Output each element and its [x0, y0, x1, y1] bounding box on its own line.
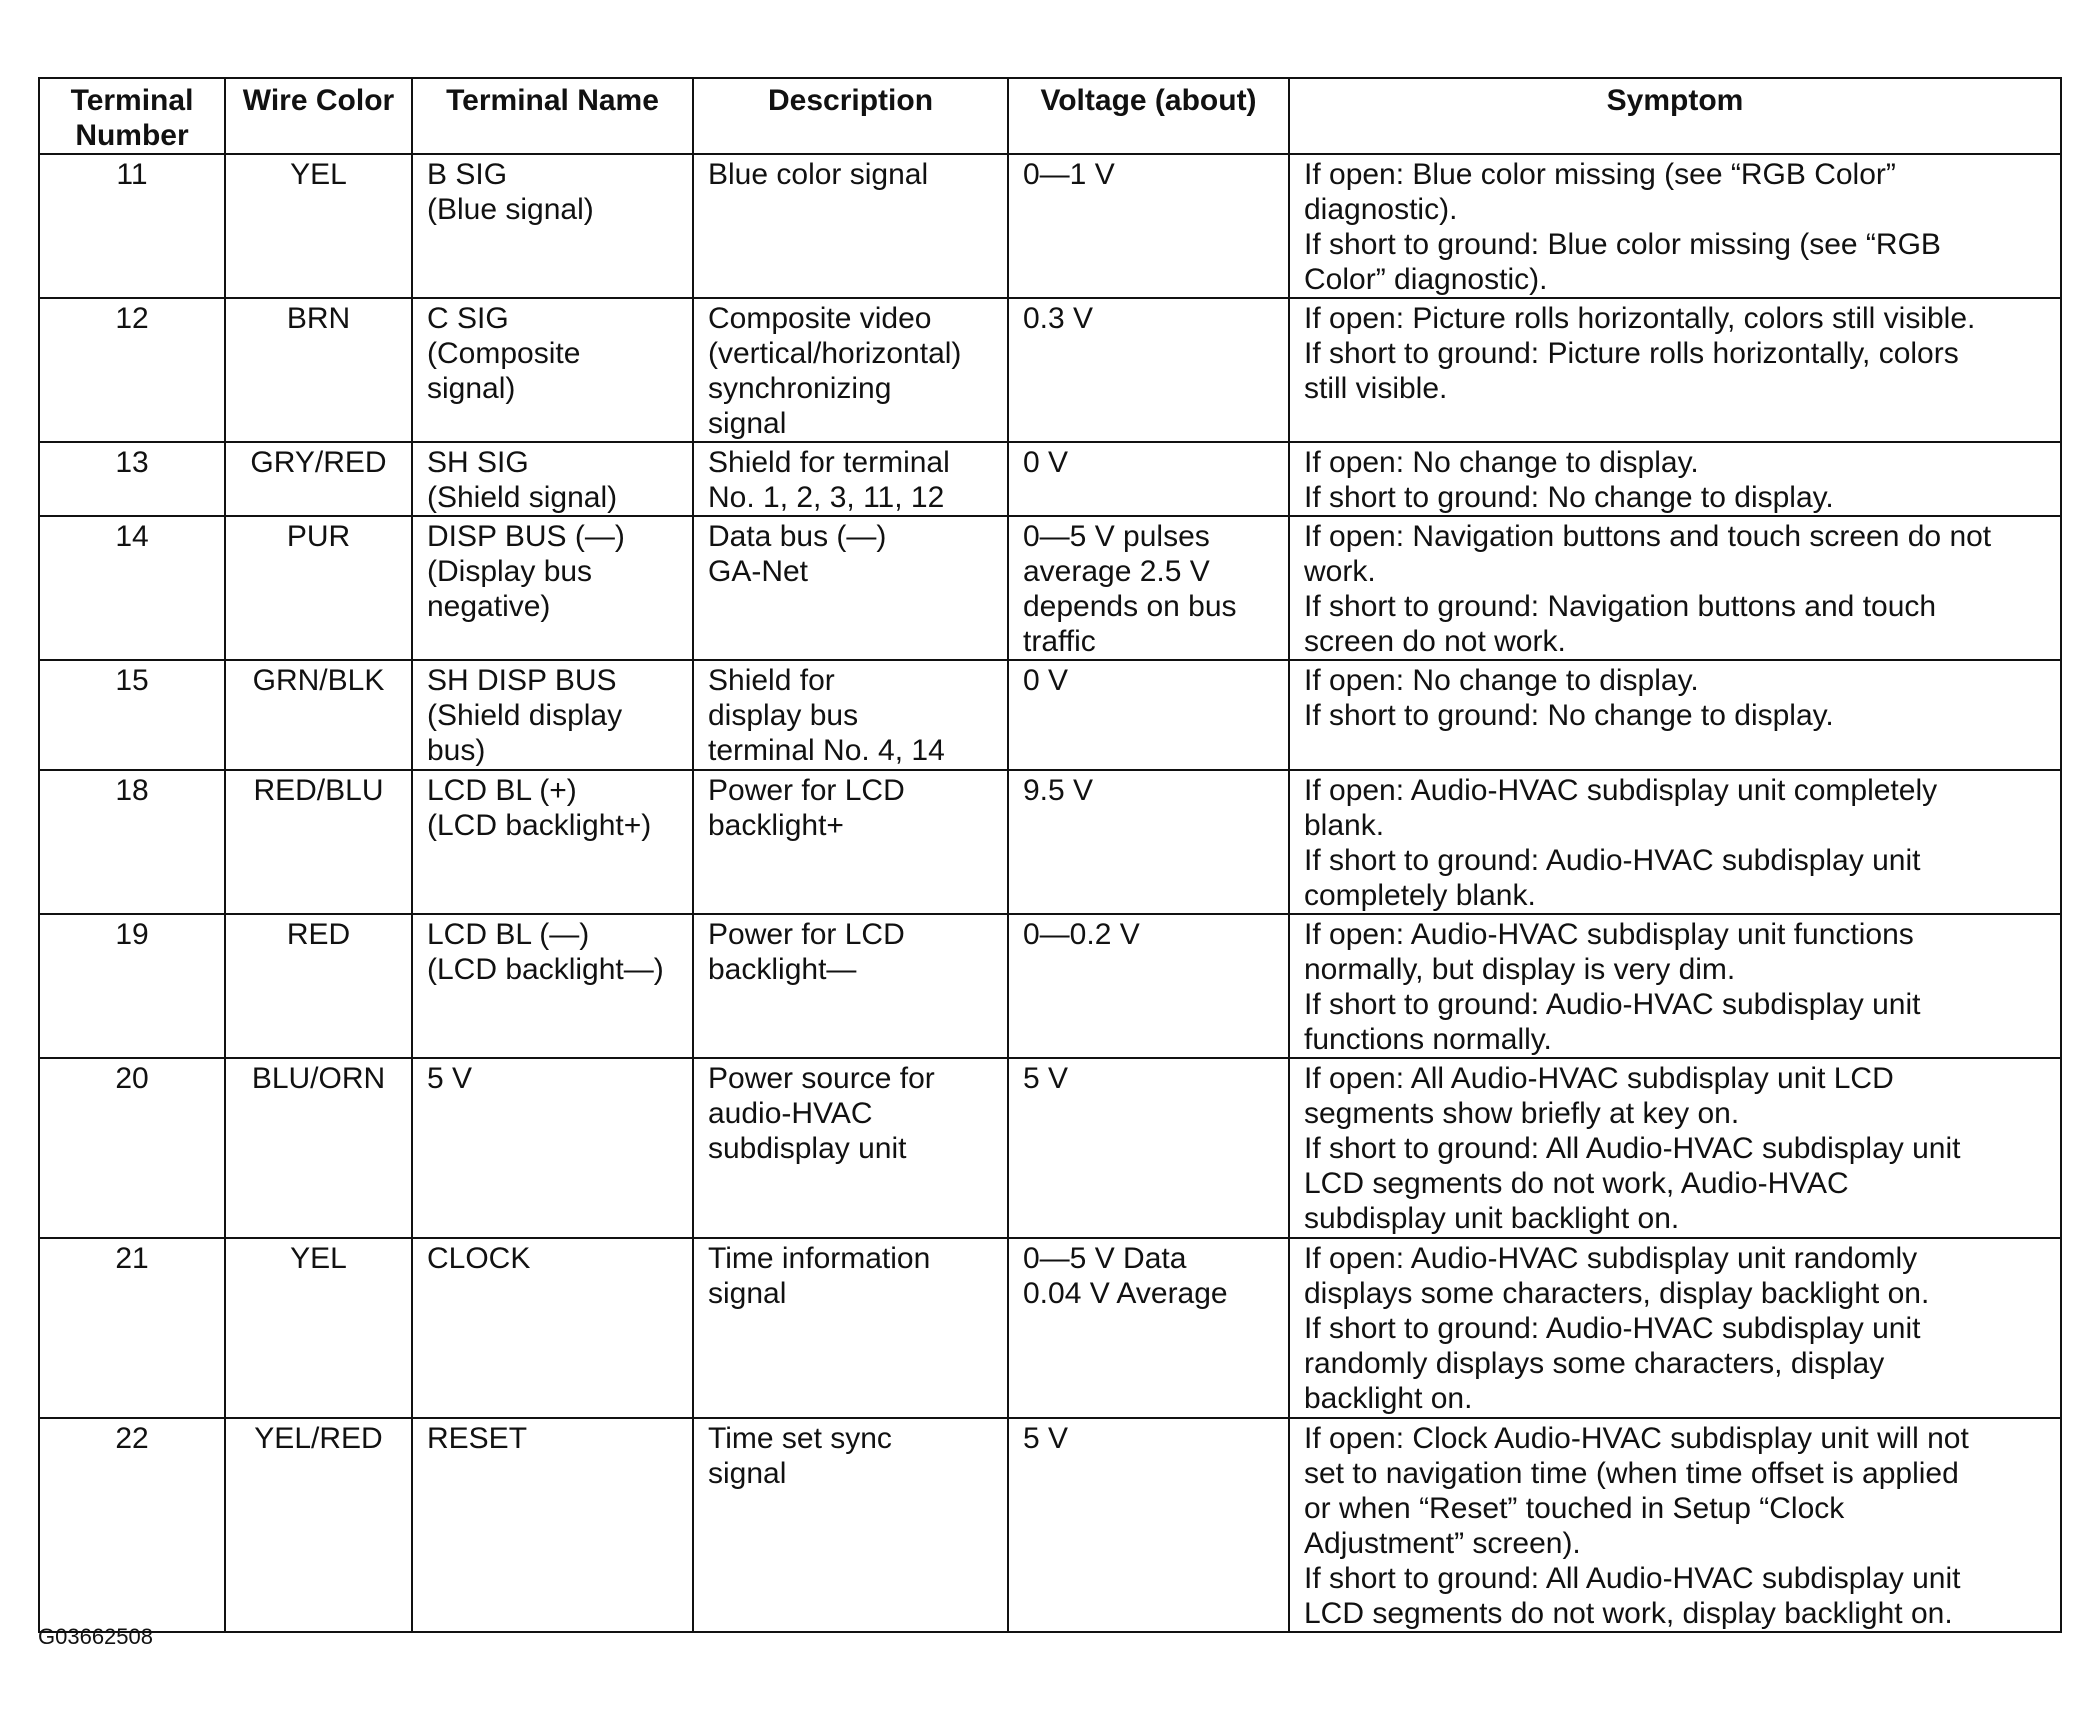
description-cell	[693, 914, 1008, 1058]
cell-text: (vertical/horizontal)	[708, 337, 962, 370]
terminal-number-cell	[39, 442, 225, 516]
cell-text: (Composite	[427, 337, 581, 370]
symptom-cell	[1289, 914, 2061, 1058]
cell-text: If open: Blue color missing (see “RGB Color”	[1304, 158, 1896, 191]
cell-text: YEL	[290, 158, 347, 191]
terminal-number-cell	[39, 660, 225, 770]
cell-text: (Display bus	[427, 555, 593, 588]
table-row	[39, 516, 2061, 660]
table-row	[39, 770, 2061, 914]
table-row	[39, 1238, 2061, 1418]
terminal-number-cell	[39, 516, 225, 660]
cell-text: 0 V	[1023, 446, 1069, 479]
cell-text: RED/BLU	[253, 774, 384, 807]
cell-text: LCD segments do not work, display backlight on.	[1304, 1597, 1953, 1630]
cell-text: If open: Audio-HVAC subdisplay unit randomly	[1304, 1242, 1918, 1275]
cell-text: backlight+	[708, 809, 844, 842]
cell-text: traffic	[1023, 625, 1096, 658]
cell-text: Shield for terminal	[708, 446, 950, 479]
header-text: Description	[767, 84, 934, 117]
cell-text: or when “Reset” touched in Setup “Clock	[1304, 1492, 1845, 1525]
cell-text: Adjustment” screen).	[1304, 1527, 1581, 1560]
cell-text: GRY/RED	[250, 446, 387, 479]
table-row	[39, 442, 2061, 516]
header-text: Voltage (about)	[1040, 84, 1257, 117]
description-cell	[693, 1418, 1008, 1632]
table-row	[39, 914, 2061, 1058]
cell-text: If short to ground: All Audio-HVAC subdisplay unit	[1304, 1132, 1961, 1165]
cell-text: If short to ground: No change to display.	[1304, 481, 1834, 514]
cell-text: If open: All Audio-HVAC subdisplay unit LCD	[1304, 1062, 1894, 1095]
header-text: Symptom	[1606, 84, 1744, 117]
header-wire-color	[225, 78, 412, 154]
cell-text: completely blank.	[1304, 879, 1536, 912]
cell-text: blank.	[1304, 809, 1385, 842]
cell-text: No. 1, 2, 3, 11, 12	[708, 481, 945, 514]
cell-text: 20	[115, 1062, 149, 1095]
cell-text: functions normally.	[1304, 1023, 1552, 1056]
cell-text: display bus	[708, 699, 859, 732]
wire-color-cell	[225, 914, 412, 1058]
cell-text: 21	[115, 1242, 149, 1275]
cell-text: segments show briefly at key on.	[1304, 1097, 1740, 1130]
description-cell	[693, 442, 1008, 516]
terminal-number-cell	[39, 1058, 225, 1238]
cell-text: If short to ground: Navigation buttons and touch	[1304, 590, 1937, 623]
cell-text: Power for LCD	[708, 774, 905, 807]
header-text: Terminal Name	[446, 84, 659, 117]
table-row	[39, 298, 2061, 442]
voltage-cell	[1008, 660, 1289, 770]
cell-text: bus)	[427, 734, 486, 767]
cell-text: If short to ground: Audio-HVAC subdisplay unit	[1304, 1312, 1921, 1345]
cell-text: synchronizing	[708, 372, 892, 405]
cell-text: C SIG	[427, 302, 509, 335]
cell-text: (Blue signal)	[427, 193, 594, 226]
cell-text: (Shield display	[427, 699, 623, 732]
terminal-number-cell	[39, 770, 225, 914]
cell-text: 0—5 V Data	[1023, 1242, 1187, 1275]
cell-text: Time information	[708, 1242, 931, 1275]
cell-text: If short to ground: Blue color missing (see “RGB	[1304, 228, 1941, 261]
cell-text: BRN	[286, 302, 351, 335]
cell-text: BLU/ORN	[251, 1062, 386, 1095]
cell-text: Data bus (—)	[708, 520, 887, 553]
cell-text: If short to ground: No change to display.	[1304, 699, 1834, 732]
terminal-number-cell	[39, 154, 225, 298]
voltage-cell	[1008, 914, 1289, 1058]
cell-text: 0.04 V Average	[1023, 1277, 1228, 1310]
cell-text: If short to ground: All Audio-HVAC subdisplay unit	[1304, 1562, 1961, 1595]
cell-text: 5 V	[427, 1062, 473, 1095]
cell-text: DISP BUS (—)	[427, 520, 625, 553]
cell-text: 15	[115, 664, 149, 697]
cell-text: depends on bus	[1023, 590, 1237, 623]
cell-text: LCD BL (—)	[427, 918, 590, 951]
symptom-cell	[1289, 1238, 2061, 1418]
voltage-cell	[1008, 298, 1289, 442]
symptom-cell	[1289, 1418, 2061, 1632]
voltage-cell	[1008, 154, 1289, 298]
cell-text: If open: No change to display.	[1304, 446, 1699, 479]
cell-text: RED	[286, 918, 351, 951]
header-description	[693, 78, 1008, 154]
terminal-name-cell	[412, 442, 693, 516]
terminal-name-cell	[412, 660, 693, 770]
description-cell	[693, 298, 1008, 442]
cell-text: If open: Picture rolls horizontally, colors still visible.	[1304, 302, 1976, 335]
wire-color-cell	[225, 516, 412, 660]
cell-text: work.	[1304, 555, 1376, 588]
header-text: Terminal	[70, 84, 194, 117]
voltage-cell	[1008, 1058, 1289, 1238]
header-symptom	[1289, 78, 2061, 154]
cell-text: Blue color signal	[708, 158, 929, 191]
wire-color-cell	[225, 660, 412, 770]
symptom-cell	[1289, 516, 2061, 660]
terminal-number-cell	[39, 298, 225, 442]
cell-text: subdisplay unit	[708, 1132, 907, 1165]
header-text: Wire Color	[242, 84, 395, 117]
cell-text: 0.3 V	[1023, 302, 1094, 335]
cell-text: normally, but display is very dim.	[1304, 953, 1736, 986]
cell-text: If open: Navigation buttons and touch screen do not	[1304, 520, 1992, 553]
wire-color-cell	[225, 442, 412, 516]
cell-text: 12	[115, 302, 149, 335]
cell-text: audio-HVAC	[708, 1097, 873, 1130]
header-terminal-number	[39, 78, 225, 154]
cell-text: signal	[708, 1457, 787, 1490]
cell-text: signal	[708, 1277, 787, 1310]
description-cell	[693, 154, 1008, 298]
cell-text: negative)	[427, 590, 551, 623]
terminal-name-cell	[412, 1238, 693, 1418]
cell-text: (LCD backlight+)	[427, 809, 652, 842]
cell-text: Color” diagnostic).	[1304, 263, 1548, 296]
table-row	[39, 154, 2061, 298]
cell-text: subdisplay unit backlight on.	[1304, 1202, 1680, 1235]
cell-text: If short to ground: Audio-HVAC subdisplay unit	[1304, 844, 1921, 877]
voltage-cell	[1008, 1238, 1289, 1418]
wire-color-cell	[225, 1238, 412, 1418]
description-cell	[693, 1058, 1008, 1238]
cell-text: backlight—	[708, 953, 857, 986]
cell-text: Time set sync	[708, 1422, 892, 1455]
wire-color-cell	[225, 298, 412, 442]
cell-text: If open: Audio-HVAC subdisplay unit completely	[1304, 774, 1938, 807]
cell-text: backlight on.	[1304, 1382, 1473, 1415]
cell-text: 13	[115, 446, 149, 479]
terminal-name-cell	[412, 914, 693, 1058]
terminal-name-cell	[412, 1418, 693, 1632]
cell-text: terminal No. 4, 14	[708, 734, 945, 767]
cell-text: randomly displays some characters, display	[1304, 1347, 1885, 1380]
cell-text: If open: Audio-HVAC subdisplay unit functions	[1304, 918, 1914, 951]
voltage-cell	[1008, 516, 1289, 660]
cell-text: 22	[115, 1422, 149, 1455]
terminal-number-cell	[39, 1238, 225, 1418]
voltage-cell	[1008, 1418, 1289, 1632]
cell-text: If short to ground: Picture rolls horizontally, colors	[1304, 337, 1959, 370]
cell-text: 9.5 V	[1023, 774, 1094, 807]
header-voltage	[1008, 78, 1289, 154]
terminal-name-cell	[412, 298, 693, 442]
symptom-cell	[1289, 1058, 2061, 1238]
cell-text: (LCD backlight—)	[427, 953, 664, 986]
cell-text: Power source for	[708, 1062, 935, 1095]
symptom-cell	[1289, 442, 2061, 516]
cell-text: 5 V	[1023, 1422, 1069, 1455]
cell-text: signal	[708, 407, 787, 440]
terminal-name-cell	[412, 770, 693, 914]
header-terminal-name	[412, 78, 693, 154]
symptom-cell	[1289, 660, 2061, 770]
wire-color-cell	[225, 1058, 412, 1238]
cell-text: Power for LCD	[708, 918, 905, 951]
header-text: Number	[75, 119, 189, 152]
terminal-name-cell	[412, 1058, 693, 1238]
cell-text: 0—0.2 V	[1023, 918, 1140, 951]
cell-text: GA-Net	[708, 555, 809, 588]
cell-text: 0—1 V	[1023, 158, 1115, 191]
figure-id: G03662508	[38, 1624, 153, 1649]
cell-text: YEL	[290, 1242, 347, 1275]
wire-color-cell	[225, 770, 412, 914]
cell-text: 0 V	[1023, 664, 1069, 697]
header-row	[39, 78, 2061, 154]
cell-text: LCD segments do not work, Audio-HVAC	[1304, 1167, 1849, 1200]
terminal-name-cell	[412, 516, 693, 660]
wire-color-cell	[225, 1418, 412, 1632]
cell-text: signal)	[427, 372, 516, 405]
symptom-cell	[1289, 154, 2061, 298]
cell-text: set to navigation time (when time offset is applied	[1304, 1457, 1959, 1490]
terminal-number-cell	[39, 1418, 225, 1632]
terminal-spec-table	[38, 77, 2062, 1633]
terminal-name-cell	[412, 154, 693, 298]
wire-color-cell	[225, 154, 412, 298]
cell-text: PUR	[286, 520, 351, 553]
cell-text: SH DISP BUS	[427, 664, 617, 697]
cell-text: RESET	[427, 1422, 528, 1455]
description-cell	[693, 660, 1008, 770]
cell-text: SH SIG	[427, 446, 529, 479]
cell-text: Shield for	[708, 664, 835, 697]
cell-text: diagnostic).	[1304, 193, 1458, 226]
cell-text: 14	[115, 520, 149, 553]
cell-text: average 2.5 V	[1023, 555, 1210, 588]
description-cell	[693, 770, 1008, 914]
cell-text: If short to ground: Audio-HVAC subdisplay unit	[1304, 988, 1921, 1021]
cell-text: YEL/RED	[254, 1422, 383, 1455]
cell-text: displays some characters, display backlight on.	[1304, 1277, 1930, 1310]
cell-text: B SIG	[427, 158, 508, 191]
table-row	[39, 660, 2061, 770]
cell-text: If open: Clock Audio-HVAC subdisplay unit will not	[1304, 1422, 1969, 1455]
cell-text: CLOCK	[427, 1242, 531, 1275]
cell-text: (Shield signal)	[427, 481, 618, 514]
table-row	[39, 1418, 2061, 1632]
symptom-cell	[1289, 770, 2061, 914]
cell-text: Composite video	[708, 302, 932, 335]
cell-text: GRN/BLK	[252, 664, 385, 697]
cell-text: 5 V	[1023, 1062, 1069, 1095]
voltage-cell	[1008, 770, 1289, 914]
cell-text: screen do not work.	[1304, 625, 1566, 658]
cell-text: 18	[115, 774, 149, 807]
cell-text: If open: No change to display.	[1304, 664, 1699, 697]
table-row	[39, 1058, 2061, 1238]
description-cell	[693, 1238, 1008, 1418]
cell-text: still visible.	[1304, 372, 1448, 405]
symptom-cell	[1289, 298, 2061, 442]
cell-text: 0—5 V pulses	[1023, 520, 1210, 553]
description-cell	[693, 516, 1008, 660]
cell-text: 19	[115, 918, 149, 951]
voltage-cell	[1008, 442, 1289, 516]
cell-text: LCD BL (+)	[427, 774, 577, 807]
terminal-number-cell	[39, 914, 225, 1058]
cell-text: 11	[116, 158, 148, 191]
